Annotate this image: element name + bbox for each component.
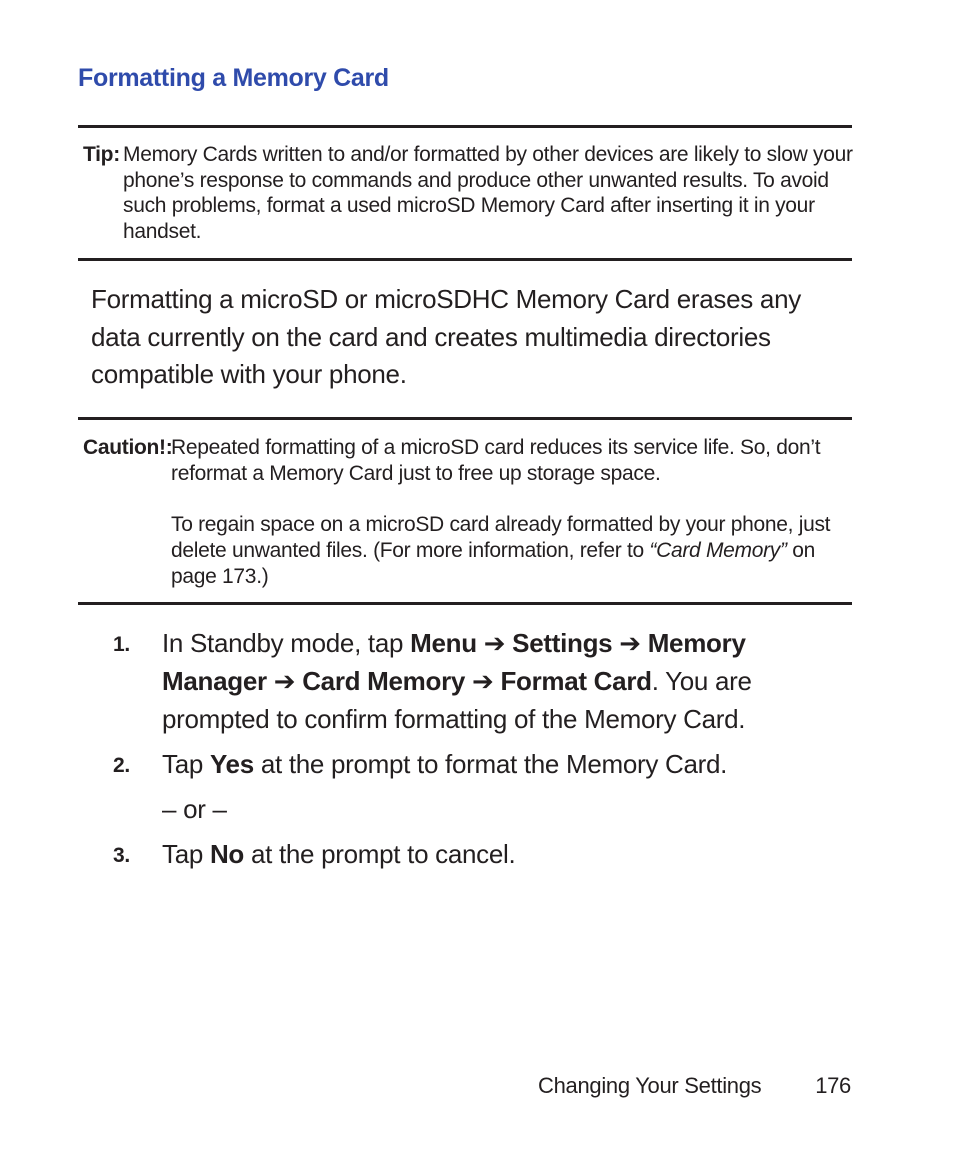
caution-note: [83, 435, 854, 590]
footer-chapter-title: Changing Your Settings: [538, 1073, 762, 1098]
arrow-icon: ➔: [472, 666, 494, 696]
caution-label: Caution!:: [83, 436, 173, 459]
step-item: 2. Tap Yes at the prompt to format the Memory Card.: [113, 745, 850, 783]
no-option: No: [209, 839, 245, 869]
menu-path-card-memory: Card Memory: [302, 666, 466, 696]
tip-bottom-rule: [78, 258, 852, 261]
step-item: 1. In Standby mode, tap Menu ➔ Settings ➔ Memory Manager ➔ Card Memory ➔ Format Card. You are prompted to confirm formatting of the Memory Card.: [113, 628, 752, 734]
intro-paragraph: Formatting a microSD or microSDHC Memory Card erases any data currently on the card and creates multimedia directories compatible with your phone.: [91, 284, 801, 389]
arrow-icon: ➔: [483, 628, 506, 658]
tip-text: Memory Cards written to and/or formatted by other devices are likely to slow your phone’s response to commands and produce other unwanted results. To avoid such problems, format a used microSD Memory Card after inserting it in your handset.: [123, 143, 853, 244]
step-number: 3.: [113, 844, 130, 867]
caution-bottom-rule: [78, 602, 852, 605]
yes-option: Yes: [209, 749, 254, 779]
arrow-icon: ➔: [619, 628, 641, 658]
tip-top-rule: [78, 125, 852, 128]
cross-reference-link: “Card Memory”: [649, 539, 787, 563]
step-number: 2.: [113, 754, 130, 777]
caution-text-secondary: To regain space on a microSD card already formatted by your phone, just delete unwanted files. (For more information, refer to “Card Memory” on page 173.): [171, 513, 831, 588]
or-separator: – or –: [162, 794, 227, 824]
arrow-icon: ➔: [273, 666, 296, 696]
caution-top-rule: [78, 417, 852, 420]
menu-path-settings: Settings: [512, 628, 613, 658]
section-title: Formatting a Memory Card: [78, 64, 389, 92]
menu-path-menu: Menu: [410, 628, 477, 658]
footer-page-number: 176: [815, 1073, 851, 1098]
caution-text: Repeated formatting of a microSD card reduces its service life. So, don’t reformat a Memory Card just to free up storage space.: [171, 436, 821, 485]
steps-list: [113, 624, 850, 880]
step-number: 1.: [113, 633, 130, 656]
step-item: 3. Tap No at the prompt to cancel.: [113, 835, 850, 873]
menu-path-memory-manager: Memory Manager: [162, 628, 746, 696]
menu-path-format-card: Format Card: [500, 666, 652, 696]
tip-label: Tip:: [83, 143, 120, 166]
tip-note: [83, 142, 854, 245]
